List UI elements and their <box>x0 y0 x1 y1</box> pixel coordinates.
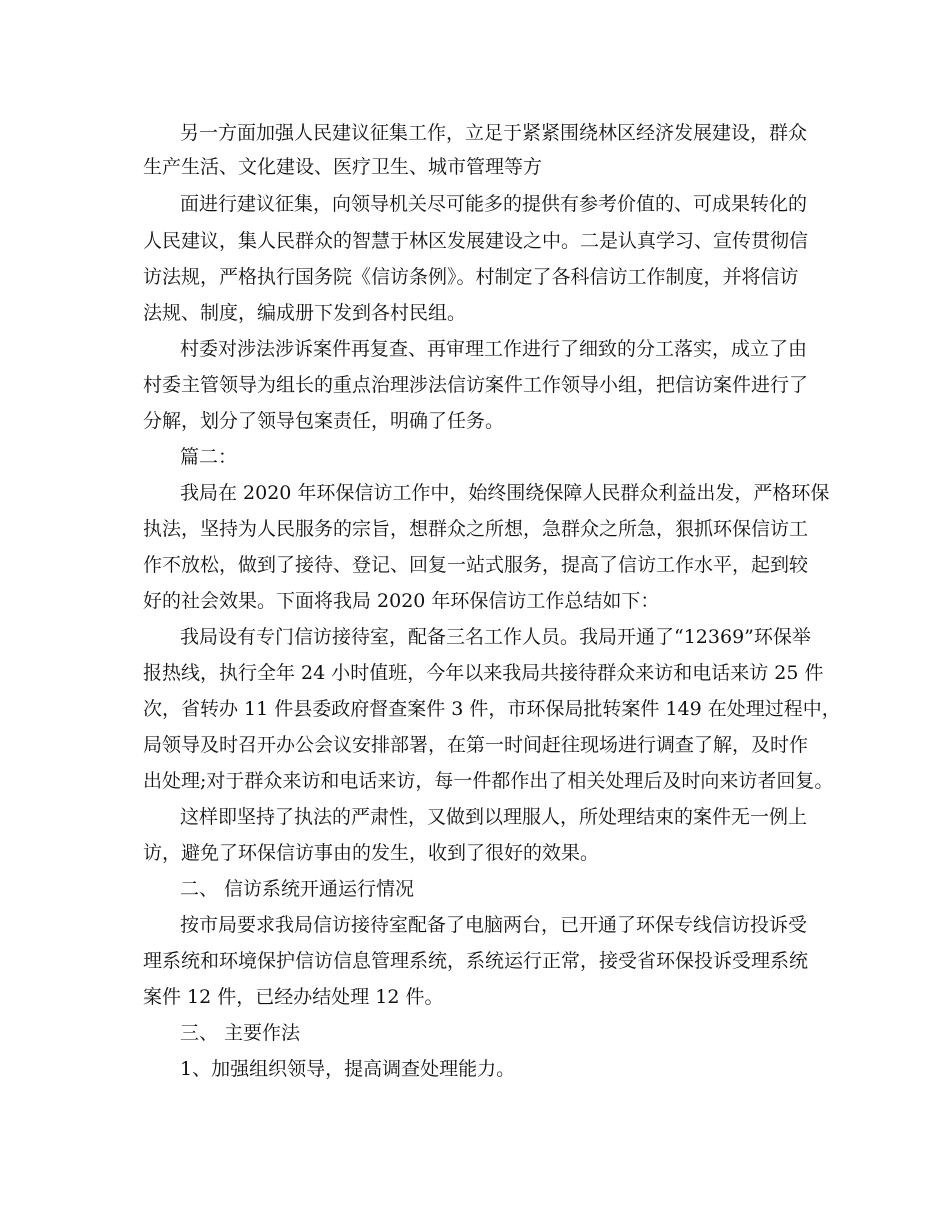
section-heading: 二、 信访系统开通运行情况 <box>180 878 415 900</box>
section-heading: 三、 主要作法 <box>180 1022 301 1044</box>
text-line: 人民建议，集人民群众的智慧于林区发展建设之中。二是认真学习、宣传贯彻信 <box>143 230 809 252</box>
text-line: 案件 12 件，已经办结处理 12 件。 <box>143 986 444 1008</box>
text-line: 另一方面加强人民建议征集工作，立足于紧紧围绕林区经济发展建设，群众 <box>180 122 808 144</box>
text-line: 我局在 2020 年环保信访工作中，始终围绕保障人民群众利益出发，严格环保 <box>180 482 830 504</box>
text-line: 村委对涉法涉诉案件再复查、再审理工作进行了细致的分工落实，成立了由 <box>180 338 808 360</box>
text-line: 访，避免了环保信访事由的发生，收到了很好的效果。 <box>143 842 600 864</box>
text-line: 访法规，严格执行国务院《信访条例》。村制定了各科信访工作制度，并将信访 <box>143 266 799 288</box>
text-line: 村委主管领导为组长的重点治理涉法信访案件工作领导小组，把信访案件进行了 <box>143 374 809 396</box>
text-line: 执法，坚持为人民服务的宗旨，想群众之所想，急群众之所急，狠抓环保信访工 <box>143 518 809 540</box>
text-line: 出处理;对于群众来访和电话来访，每一件都作出了相关处理后及时向来访者回复。 <box>143 770 834 792</box>
text-line: 按市局要求我局信访接待室配备了电脑两台，已开通了环保专线信访投诉受 <box>180 914 808 936</box>
text-line: 生产生活、文化建设、医疗卫生、城市管理等方 <box>143 156 543 178</box>
text-line: 面进行建议征集，向领导机关尽可能多的提供有参考价值的、可成果转化的 <box>180 193 808 215</box>
text-line: 法规、制度，编成册下发到各村民组。 <box>143 302 467 324</box>
text-line: 次，省转办 11 件县委政府督查案件 3 件，市环保局批转案件 149 在处理过程中， <box>143 698 841 720</box>
text-line: 局领导及时召开办公会议安排部署，在第一时间赶往现场进行调查了解，及时作 <box>143 734 809 756</box>
text-line: 1、加强组织领导，提高调查处理能力。 <box>180 1058 516 1080</box>
text-line: 分解，划分了领导包案责任，明确了任务。 <box>143 410 505 432</box>
text-line: 这样即坚持了执法的严肃性，又做到以理服人，所处理结束的案件无一例上 <box>180 806 808 828</box>
text-line: 好的社会效果。下面将我局 2020 年环保信访工作总结如下： <box>143 590 660 612</box>
section-heading: 篇二： <box>180 446 238 468</box>
text-line: 报热线，执行全年 24 小时值班，今年以来我局共接待群众来访和电话来访 25 件 <box>143 662 824 684</box>
text-line: 我局设有专门信访接待室，配备三名工作人员。我局开通了“12369”环保举 <box>180 626 811 648</box>
text-line: 作不放松，做到了接待、登记、回复一站式服务，提高了信访工作水平，起到较 <box>143 554 809 576</box>
text-line: 理系统和环境保护信访信息管理系统，系统运行正常，接受省环保投诉受理系统 <box>143 950 809 972</box>
